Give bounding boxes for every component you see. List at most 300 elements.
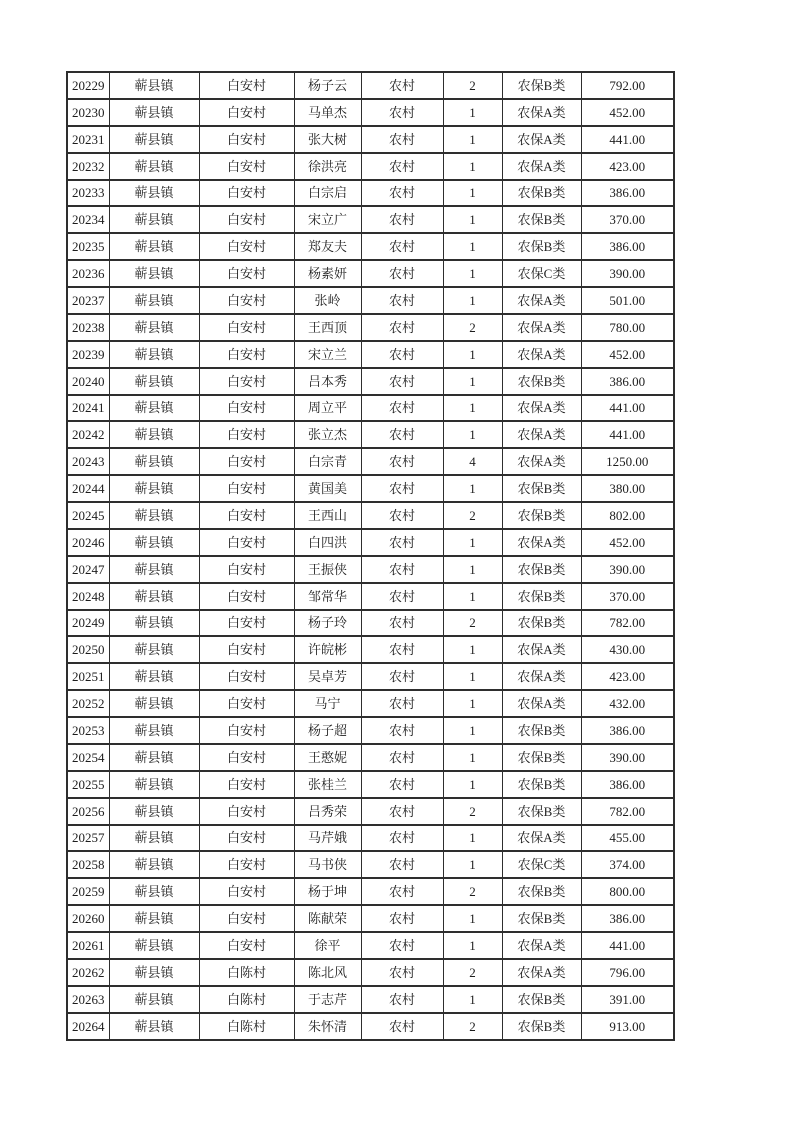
cell-town: 蕲县镇 — [109, 744, 199, 771]
cell-town: 蕲县镇 — [109, 233, 199, 260]
cell-record-id: 20261 — [67, 932, 109, 959]
table-row — [67, 932, 674, 959]
cell-residence-type: 农村 — [361, 341, 443, 368]
cell-person-name: 白宗青 — [294, 448, 361, 475]
cell-amount: 386.00 — [581, 717, 674, 744]
cell-residence-type: 农村 — [361, 583, 443, 610]
cell-insurance-category: 农保B类 — [502, 905, 581, 932]
cell-person-name: 杨于坤 — [294, 878, 361, 905]
cell-town: 蕲县镇 — [109, 771, 199, 798]
cell-village: 白安村 — [199, 233, 294, 260]
cell-residence-type: 农村 — [361, 448, 443, 475]
cell-insurance-category: 农保B类 — [502, 206, 581, 233]
table-row — [67, 717, 674, 744]
cell-record-id: 20251 — [67, 663, 109, 690]
table-row — [67, 233, 674, 260]
cell-person-count: 1 — [443, 153, 502, 180]
cell-record-id: 20234 — [67, 206, 109, 233]
cell-village: 白安村 — [199, 99, 294, 126]
cell-amount: 432.00 — [581, 690, 674, 717]
table-row — [67, 502, 674, 529]
cell-residence-type: 农村 — [361, 314, 443, 341]
cell-town: 蕲县镇 — [109, 663, 199, 690]
table-row — [67, 690, 674, 717]
cell-person-name: 张岭 — [294, 287, 361, 314]
cell-person-name: 马芹娥 — [294, 825, 361, 852]
cell-residence-type: 农村 — [361, 798, 443, 825]
cell-person-count: 1 — [443, 395, 502, 422]
cell-village: 白安村 — [199, 798, 294, 825]
cell-insurance-category: 农保B类 — [502, 583, 581, 610]
cell-person-count: 1 — [443, 825, 502, 852]
cell-person-name: 邹常华 — [294, 583, 361, 610]
table-row — [67, 287, 674, 314]
cell-person-name: 吴卓芳 — [294, 663, 361, 690]
cell-record-id: 20255 — [67, 771, 109, 798]
cell-residence-type: 农村 — [361, 851, 443, 878]
cell-record-id: 20244 — [67, 475, 109, 502]
table-row — [67, 986, 674, 1013]
cell-person-count: 2 — [443, 610, 502, 637]
cell-record-id: 20250 — [67, 636, 109, 663]
cell-person-count: 1 — [443, 529, 502, 556]
cell-record-id: 20254 — [67, 744, 109, 771]
table-row — [67, 1013, 674, 1040]
cell-person-count: 1 — [443, 932, 502, 959]
cell-village: 白安村 — [199, 690, 294, 717]
cell-amount: 441.00 — [581, 932, 674, 959]
cell-record-id: 20262 — [67, 959, 109, 986]
table-row — [67, 905, 674, 932]
cell-residence-type: 农村 — [361, 99, 443, 126]
cell-residence-type: 农村 — [361, 287, 443, 314]
cell-amount: 792.00 — [581, 72, 674, 99]
cell-person-count: 1 — [443, 851, 502, 878]
cell-person-name: 徐平 — [294, 932, 361, 959]
cell-person-name: 许皖彬 — [294, 636, 361, 663]
cell-amount: 391.00 — [581, 986, 674, 1013]
cell-person-name: 杨子玲 — [294, 610, 361, 637]
cell-person-name: 马单杰 — [294, 99, 361, 126]
cell-person-name: 张大树 — [294, 126, 361, 153]
cell-village: 白安村 — [199, 825, 294, 852]
cell-town: 蕲县镇 — [109, 180, 199, 207]
cell-residence-type: 农村 — [361, 421, 443, 448]
cell-amount: 390.00 — [581, 556, 674, 583]
cell-town: 蕲县镇 — [109, 878, 199, 905]
table-row — [67, 556, 674, 583]
cell-town: 蕲县镇 — [109, 368, 199, 395]
cell-village: 白陈村 — [199, 959, 294, 986]
cell-town: 蕲县镇 — [109, 636, 199, 663]
cell-village: 白安村 — [199, 905, 294, 932]
cell-person-count: 2 — [443, 798, 502, 825]
cell-insurance-category: 农保B类 — [502, 744, 581, 771]
cell-insurance-category: 农保B类 — [502, 717, 581, 744]
table-row — [67, 529, 674, 556]
cell-residence-type: 农村 — [361, 717, 443, 744]
cell-person-count: 2 — [443, 1013, 502, 1040]
cell-residence-type: 农村 — [361, 556, 443, 583]
cell-residence-type: 农村 — [361, 825, 443, 852]
cell-town: 蕲县镇 — [109, 126, 199, 153]
cell-village: 白安村 — [199, 421, 294, 448]
cell-insurance-category: 农保B类 — [502, 233, 581, 260]
table-row — [67, 72, 674, 99]
cell-insurance-category: 农保A类 — [502, 932, 581, 959]
cell-insurance-category: 农保A类 — [502, 153, 581, 180]
cell-person-count: 1 — [443, 583, 502, 610]
cell-town: 蕲县镇 — [109, 341, 199, 368]
cell-record-id: 20253 — [67, 717, 109, 744]
cell-person-count: 1 — [443, 368, 502, 395]
cell-amount: 386.00 — [581, 771, 674, 798]
cell-person-count: 1 — [443, 287, 502, 314]
cell-residence-type: 农村 — [361, 180, 443, 207]
cell-person-name: 杨子云 — [294, 72, 361, 99]
cell-person-count: 1 — [443, 260, 502, 287]
cell-amount: 370.00 — [581, 583, 674, 610]
cell-person-name: 黄国美 — [294, 475, 361, 502]
cell-residence-type: 农村 — [361, 502, 443, 529]
cell-town: 蕲县镇 — [109, 287, 199, 314]
cell-record-id: 20246 — [67, 529, 109, 556]
cell-amount: 913.00 — [581, 1013, 674, 1040]
cell-person-name: 白四洪 — [294, 529, 361, 556]
table-row — [67, 744, 674, 771]
table-row — [67, 798, 674, 825]
cell-town: 蕲县镇 — [109, 583, 199, 610]
cell-person-name: 白宗启 — [294, 180, 361, 207]
cell-residence-type: 农村 — [361, 475, 443, 502]
cell-residence-type: 农村 — [361, 771, 443, 798]
table-row — [67, 153, 674, 180]
cell-person-count: 2 — [443, 314, 502, 341]
cell-residence-type: 农村 — [361, 905, 443, 932]
cell-person-count: 1 — [443, 233, 502, 260]
cell-insurance-category: 农保B类 — [502, 502, 581, 529]
cell-amount: 452.00 — [581, 529, 674, 556]
cell-insurance-category: 农保B类 — [502, 1013, 581, 1040]
cell-person-count: 1 — [443, 421, 502, 448]
cell-insurance-category: 农保B类 — [502, 771, 581, 798]
table-row — [67, 206, 674, 233]
cell-record-id: 20252 — [67, 690, 109, 717]
cell-amount: 386.00 — [581, 233, 674, 260]
table-row — [67, 341, 674, 368]
cell-person-name: 宋立兰 — [294, 341, 361, 368]
cell-person-count: 2 — [443, 502, 502, 529]
cell-record-id: 20241 — [67, 395, 109, 422]
cell-amount: 455.00 — [581, 825, 674, 852]
cell-village: 白安村 — [199, 878, 294, 905]
cell-record-id: 20232 — [67, 153, 109, 180]
cell-town: 蕲县镇 — [109, 905, 199, 932]
cell-village: 白安村 — [199, 126, 294, 153]
cell-person-count: 1 — [443, 556, 502, 583]
cell-amount: 390.00 — [581, 744, 674, 771]
cell-record-id: 20237 — [67, 287, 109, 314]
cell-record-id: 20257 — [67, 825, 109, 852]
cell-residence-type: 农村 — [361, 744, 443, 771]
cell-record-id: 20229 — [67, 72, 109, 99]
cell-record-id: 20230 — [67, 99, 109, 126]
cell-insurance-category: 农保A类 — [502, 636, 581, 663]
cell-amount: 780.00 — [581, 314, 674, 341]
cell-town: 蕲县镇 — [109, 825, 199, 852]
cell-amount: 452.00 — [581, 341, 674, 368]
cell-insurance-category: 农保A类 — [502, 126, 581, 153]
cell-person-count: 1 — [443, 717, 502, 744]
cell-town: 蕲县镇 — [109, 851, 199, 878]
cell-record-id: 20260 — [67, 905, 109, 932]
cell-amount: 386.00 — [581, 368, 674, 395]
cell-insurance-category: 农保B类 — [502, 986, 581, 1013]
cell-person-name: 杨素妍 — [294, 260, 361, 287]
cell-village: 白安村 — [199, 502, 294, 529]
cell-village: 白安村 — [199, 932, 294, 959]
cell-person-count: 1 — [443, 99, 502, 126]
cell-village: 白安村 — [199, 851, 294, 878]
cell-town: 蕲县镇 — [109, 475, 199, 502]
cell-amount: 423.00 — [581, 153, 674, 180]
cell-person-count: 1 — [443, 475, 502, 502]
cell-record-id: 20240 — [67, 368, 109, 395]
cell-insurance-category: 农保B类 — [502, 878, 581, 905]
cell-person-count: 4 — [443, 448, 502, 475]
cell-person-count: 1 — [443, 744, 502, 771]
cell-village: 白安村 — [199, 610, 294, 637]
cell-person-name: 王振侠 — [294, 556, 361, 583]
cell-person-count: 1 — [443, 180, 502, 207]
cell-residence-type: 农村 — [361, 610, 443, 637]
cell-residence-type: 农村 — [361, 663, 443, 690]
cell-village: 白安村 — [199, 663, 294, 690]
cell-residence-type: 农村 — [361, 153, 443, 180]
cell-person-count: 2 — [443, 878, 502, 905]
cell-person-count: 1 — [443, 690, 502, 717]
cell-village: 白安村 — [199, 583, 294, 610]
cell-record-id: 20239 — [67, 341, 109, 368]
table-row — [67, 395, 674, 422]
cell-town: 蕲县镇 — [109, 260, 199, 287]
cell-residence-type: 农村 — [361, 233, 443, 260]
cell-residence-type: 农村 — [361, 126, 443, 153]
cell-amount: 796.00 — [581, 959, 674, 986]
table-row — [67, 126, 674, 153]
cell-record-id: 20249 — [67, 610, 109, 637]
cell-person-name: 王西山 — [294, 502, 361, 529]
cell-town: 蕲县镇 — [109, 610, 199, 637]
cell-village: 白安村 — [199, 153, 294, 180]
cell-amount: 423.00 — [581, 663, 674, 690]
table-row — [67, 99, 674, 126]
benefit-roster-table — [66, 71, 675, 1041]
cell-person-name: 吕秀荣 — [294, 798, 361, 825]
cell-person-count: 1 — [443, 771, 502, 798]
cell-insurance-category: 农保A类 — [502, 825, 581, 852]
cell-amount: 390.00 — [581, 260, 674, 287]
cell-insurance-category: 农保A类 — [502, 341, 581, 368]
cell-residence-type: 农村 — [361, 1013, 443, 1040]
cell-village: 白陈村 — [199, 986, 294, 1013]
cell-amount: 370.00 — [581, 206, 674, 233]
cell-town: 蕲县镇 — [109, 1013, 199, 1040]
cell-person-count: 2 — [443, 72, 502, 99]
cell-amount: 501.00 — [581, 287, 674, 314]
cell-record-id: 20231 — [67, 126, 109, 153]
cell-person-count: 1 — [443, 636, 502, 663]
cell-town: 蕲县镇 — [109, 72, 199, 99]
cell-insurance-category: 农保A类 — [502, 395, 581, 422]
cell-insurance-category: 农保A类 — [502, 959, 581, 986]
cell-person-name: 张立杰 — [294, 421, 361, 448]
cell-amount: 441.00 — [581, 395, 674, 422]
table-row — [67, 314, 674, 341]
cell-town: 蕲县镇 — [109, 717, 199, 744]
cell-amount: 441.00 — [581, 126, 674, 153]
cell-person-name: 王西顶 — [294, 314, 361, 341]
table-row — [67, 421, 674, 448]
cell-person-count: 1 — [443, 905, 502, 932]
cell-insurance-category: 农保B类 — [502, 798, 581, 825]
cell-person-name: 周立平 — [294, 395, 361, 422]
cell-insurance-category: 农保A类 — [502, 690, 581, 717]
cell-person-name: 陈献荣 — [294, 905, 361, 932]
table-row — [67, 448, 674, 475]
cell-village: 白安村 — [199, 180, 294, 207]
cell-town: 蕲县镇 — [109, 986, 199, 1013]
cell-amount: 380.00 — [581, 475, 674, 502]
cell-insurance-category: 农保C类 — [502, 851, 581, 878]
cell-residence-type: 农村 — [361, 636, 443, 663]
cell-record-id: 20263 — [67, 986, 109, 1013]
cell-village: 白安村 — [199, 260, 294, 287]
cell-village: 白安村 — [199, 314, 294, 341]
cell-amount: 1250.00 — [581, 448, 674, 475]
cell-record-id: 20236 — [67, 260, 109, 287]
cell-record-id: 20258 — [67, 851, 109, 878]
cell-person-name: 陈北风 — [294, 959, 361, 986]
cell-residence-type: 农村 — [361, 959, 443, 986]
cell-record-id: 20245 — [67, 502, 109, 529]
cell-town: 蕲县镇 — [109, 556, 199, 583]
cell-town: 蕲县镇 — [109, 529, 199, 556]
cell-village: 白陈村 — [199, 1013, 294, 1040]
cell-record-id: 20238 — [67, 314, 109, 341]
cell-insurance-category: 农保A类 — [502, 314, 581, 341]
table-row — [67, 663, 674, 690]
cell-amount: 441.00 — [581, 421, 674, 448]
cell-residence-type: 农村 — [361, 690, 443, 717]
cell-amount: 782.00 — [581, 798, 674, 825]
cell-person-name: 王憨妮 — [294, 744, 361, 771]
cell-amount: 800.00 — [581, 878, 674, 905]
cell-person-name: 马宁 — [294, 690, 361, 717]
cell-amount: 374.00 — [581, 851, 674, 878]
cell-village: 白安村 — [199, 341, 294, 368]
cell-village: 白安村 — [199, 744, 294, 771]
table-row — [67, 368, 674, 395]
cell-person-count: 1 — [443, 663, 502, 690]
table-row — [67, 180, 674, 207]
cell-village: 白安村 — [199, 395, 294, 422]
cell-village: 白安村 — [199, 636, 294, 663]
cell-person-name: 朱怀清 — [294, 1013, 361, 1040]
cell-record-id: 20259 — [67, 878, 109, 905]
table-row — [67, 851, 674, 878]
cell-town: 蕲县镇 — [109, 206, 199, 233]
cell-person-count: 1 — [443, 986, 502, 1013]
cell-insurance-category: 农保A类 — [502, 421, 581, 448]
table-row — [67, 260, 674, 287]
cell-person-name: 宋立广 — [294, 206, 361, 233]
cell-village: 白安村 — [199, 475, 294, 502]
cell-record-id: 20233 — [67, 180, 109, 207]
cell-insurance-category: 农保A类 — [502, 99, 581, 126]
cell-record-id: 20243 — [67, 448, 109, 475]
cell-record-id: 20247 — [67, 556, 109, 583]
table-row — [67, 959, 674, 986]
cell-town: 蕲县镇 — [109, 932, 199, 959]
cell-village: 白安村 — [199, 771, 294, 798]
table-row — [67, 475, 674, 502]
cell-record-id: 20242 — [67, 421, 109, 448]
cell-town: 蕲县镇 — [109, 959, 199, 986]
cell-person-count: 1 — [443, 126, 502, 153]
cell-village: 白安村 — [199, 556, 294, 583]
cell-residence-type: 农村 — [361, 260, 443, 287]
cell-town: 蕲县镇 — [109, 395, 199, 422]
cell-town: 蕲县镇 — [109, 690, 199, 717]
cell-town: 蕲县镇 — [109, 798, 199, 825]
table-row — [67, 771, 674, 798]
cell-town: 蕲县镇 — [109, 448, 199, 475]
cell-insurance-category: 农保A类 — [502, 287, 581, 314]
cell-amount: 430.00 — [581, 636, 674, 663]
cell-person-name: 于志芹 — [294, 986, 361, 1013]
cell-person-name: 马书侠 — [294, 851, 361, 878]
cell-record-id: 20248 — [67, 583, 109, 610]
table-row — [67, 878, 674, 905]
cell-town: 蕲县镇 — [109, 502, 199, 529]
cell-village: 白安村 — [199, 368, 294, 395]
cell-town: 蕲县镇 — [109, 99, 199, 126]
cell-amount: 802.00 — [581, 502, 674, 529]
cell-person-name: 郑友夫 — [294, 233, 361, 260]
cell-insurance-category: 农保B类 — [502, 368, 581, 395]
cell-residence-type: 农村 — [361, 206, 443, 233]
cell-record-id: 20256 — [67, 798, 109, 825]
cell-person-count: 1 — [443, 206, 502, 233]
cell-amount: 782.00 — [581, 610, 674, 637]
table-row — [67, 825, 674, 852]
cell-residence-type: 农村 — [361, 932, 443, 959]
cell-village: 白安村 — [199, 717, 294, 744]
cell-village: 白安村 — [199, 287, 294, 314]
cell-person-name: 杨子超 — [294, 717, 361, 744]
cell-record-id: 20264 — [67, 1013, 109, 1040]
cell-town: 蕲县镇 — [109, 314, 199, 341]
cell-village: 白安村 — [199, 72, 294, 99]
cell-village: 白安村 — [199, 448, 294, 475]
cell-person-name: 张桂兰 — [294, 771, 361, 798]
table-row — [67, 610, 674, 637]
cell-amount: 386.00 — [581, 180, 674, 207]
table-row — [67, 636, 674, 663]
cell-village: 白安村 — [199, 529, 294, 556]
cell-insurance-category: 农保B类 — [502, 180, 581, 207]
